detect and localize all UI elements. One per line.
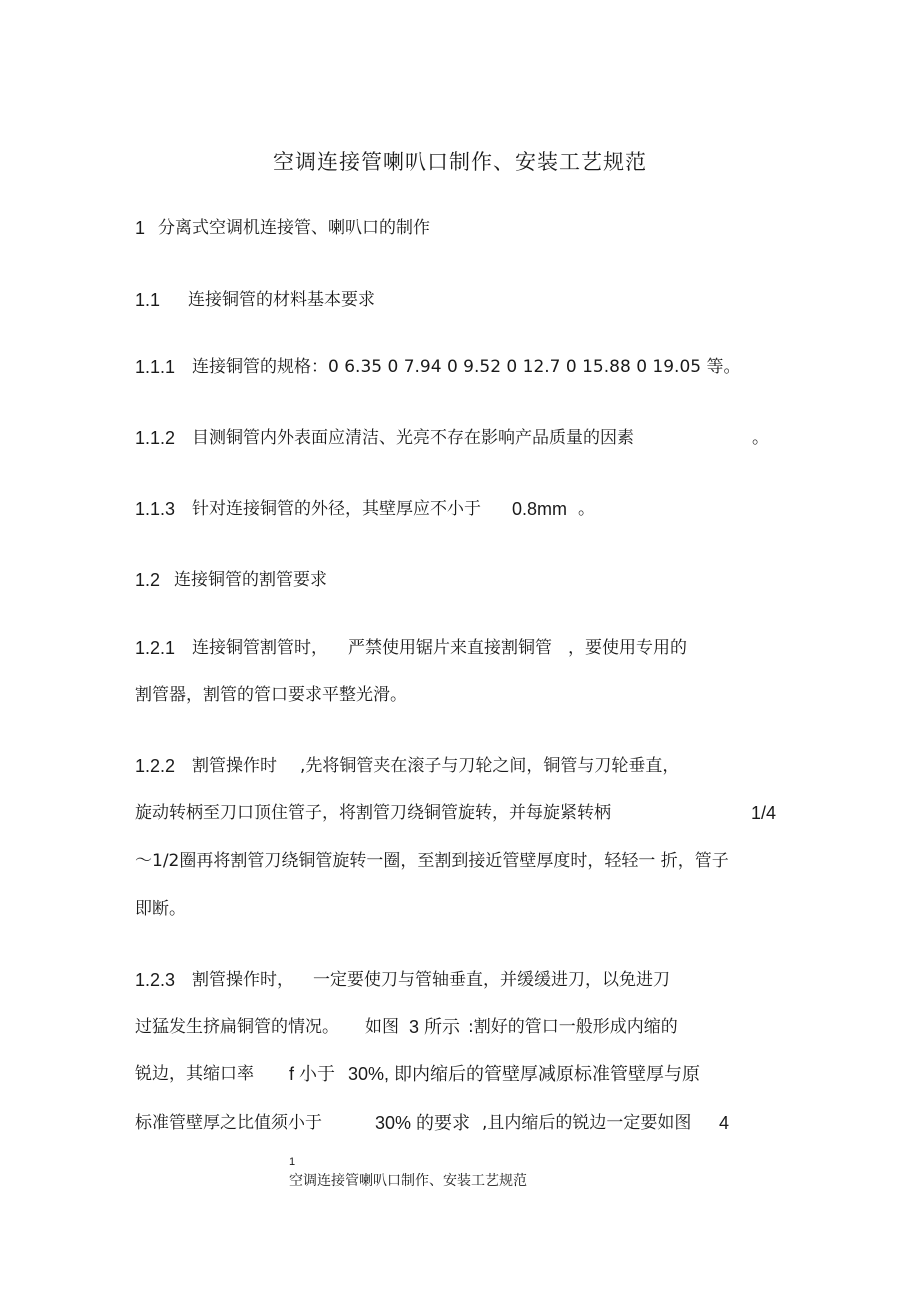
section-1-1-heading: 连接铜管的材料基本要求 bbox=[188, 290, 375, 310]
section-1-number: 1 bbox=[135, 218, 146, 238]
section-1-2-3-line3b: f 小于 bbox=[289, 1064, 336, 1084]
section-1-2-3-number: 1.2.3 bbox=[135, 970, 176, 990]
section-1-2-3-line1a: 割管操作时， bbox=[192, 970, 294, 990]
section-1-2-3-line3a: 锐边，其缩口率 bbox=[135, 1064, 254, 1084]
section-1-2-3-line4b: 30% 的要求 bbox=[375, 1113, 471, 1133]
section-1-2-3-line2a: 过猛发生挤扁铜管的情况。 bbox=[135, 1017, 339, 1037]
section-1-1-1-number: 1.1.1 bbox=[135, 357, 176, 377]
section-1-2-3-line2c: 3 所示 bbox=[409, 1017, 461, 1037]
footer-page-number: 1 bbox=[289, 1156, 296, 1168]
section-1-1-3-end: 。 bbox=[578, 499, 595, 519]
section-1-2-heading: 连接铜管的割管要求 bbox=[174, 570, 327, 590]
section-1-1-3-text: 针对连接铜管的外径，其壁厚应不小于 bbox=[192, 499, 481, 519]
section-1-2-1-number: 1.2.1 bbox=[135, 638, 176, 658]
section-1-2-3-line1b: 一定要使刀与管轴垂直，并缓缓进刀，以免进刀 bbox=[313, 970, 670, 990]
section-1-heading: 分离式空调机连接管、喇叭口的制作 bbox=[158, 218, 430, 238]
section-1-2-2-line4: 即断。 bbox=[135, 899, 186, 919]
footer-title: 空调连接管喇叭口制作、安装工艺规范 bbox=[289, 1173, 527, 1189]
section-1-1-number: 1.1 bbox=[135, 290, 161, 310]
section-1-1-2-number: 1.1.2 bbox=[135, 428, 176, 448]
section-1-2-2-line2b: 1/4 bbox=[751, 803, 777, 823]
section-1-2-3-line3c: 30%, 即内缩后的管壁厚减原标准管壁厚与原 bbox=[348, 1064, 701, 1084]
section-1-1-2-text: 目测铜管内外表面应清洁、光亮不存在影响产品质量的因素 bbox=[192, 428, 634, 448]
document-title: 空调连接管喇叭口制作、安装工艺规范 bbox=[273, 150, 647, 174]
section-1-1-2-end: 。 bbox=[752, 428, 769, 448]
section-1-2-2-line3: 〜1/2圈再将割管刀绕铜管旋转一圈，至割到接近管壁厚度时，轻轻一 折，管子 bbox=[135, 851, 729, 871]
section-1-2-1-line2: 割管器，割管的管口要求平整光滑。 bbox=[135, 685, 407, 705]
section-1-1-3-value: 0.8mm bbox=[512, 499, 568, 519]
section-1-2-2-number: 1.2.2 bbox=[135, 756, 176, 776]
section-1-2-3-line4c: ,且内缩后的锐边一定要如图 bbox=[482, 1113, 692, 1133]
section-1-2-2-line1b: ,先将铜管夹在滚子与刀轮之间，铜管与刀轮垂直， bbox=[300, 756, 680, 776]
section-1-2-3-line2d: :割好的管口一般形成内缩的 bbox=[468, 1017, 678, 1037]
section-1-2-3-line4d: 4 bbox=[719, 1113, 730, 1133]
section-1-2-3-line4a: 标准管壁厚之比值须小于 bbox=[135, 1113, 322, 1133]
section-1-2-1-line1b: 严禁使用锯片来直接割铜管 bbox=[348, 638, 552, 658]
section-1-2-1-line1a: 连接铜管割管时， bbox=[192, 638, 328, 658]
section-1-1-1-text: 连接铜管的规格：0 6.35 0 7.94 0 9.52 0 12.7 0 15.88 0 19.05 等。 bbox=[192, 357, 741, 377]
section-1-2-3-line2b: 如图 bbox=[365, 1017, 399, 1037]
section-1-2-1-line1c: ，要使用专用的 bbox=[568, 638, 687, 658]
section-1-1-3-number: 1.1.3 bbox=[135, 499, 176, 519]
section-1-2-number: 1.2 bbox=[135, 570, 161, 590]
section-1-2-2-line1a: 割管操作时 bbox=[192, 756, 277, 776]
section-1-2-2-line2a: 旋动转柄至刀口顶住管子，将割管刀绕铜管旋转，并每旋紧转柄 bbox=[135, 803, 611, 823]
